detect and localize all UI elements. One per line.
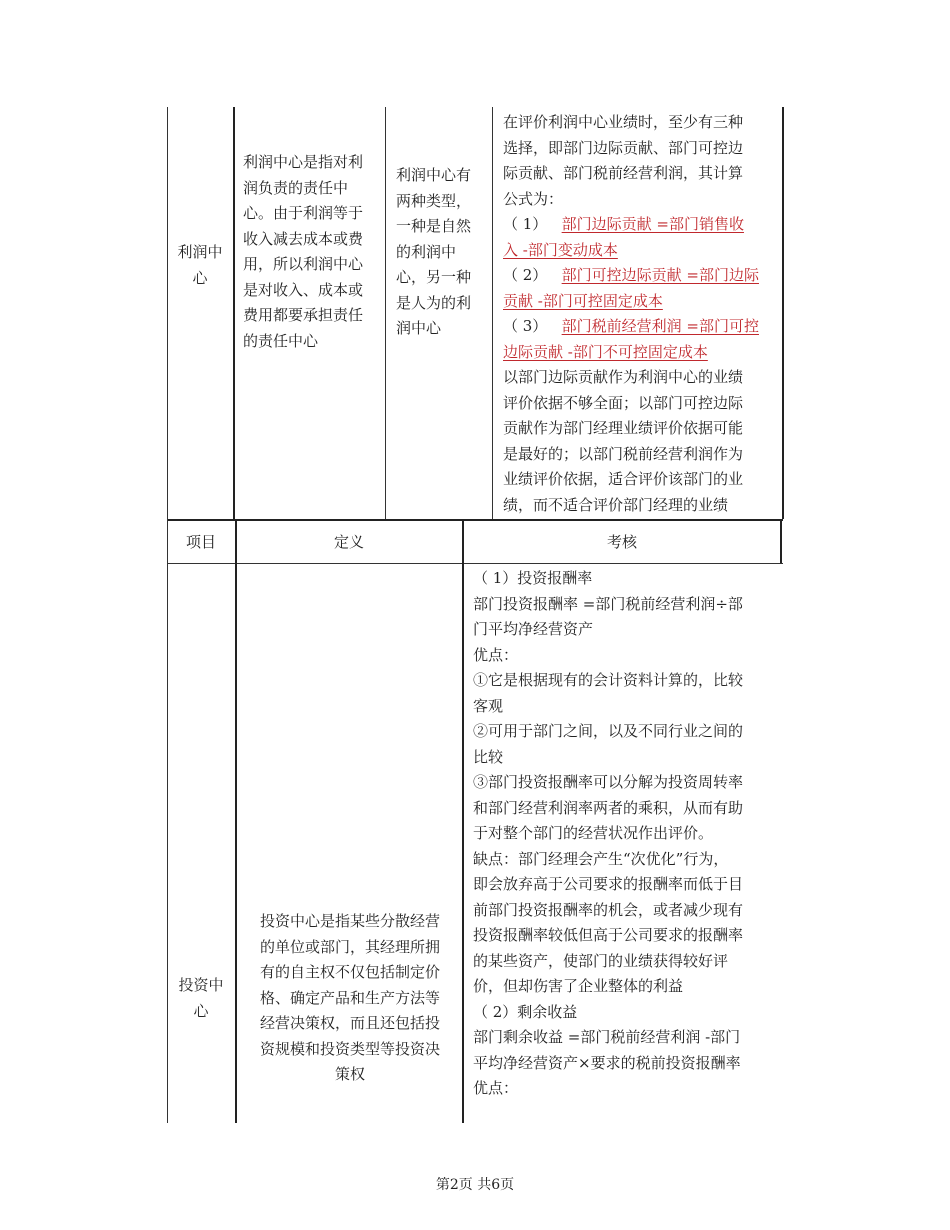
header-evaluation: 考核 bbox=[606, 533, 637, 551]
formula-2: （ 2） 部门可控边际贡献 =部门边际 bbox=[503, 266, 759, 284]
investment-center-evaluation: （ 1）投资报酬率 部门投资报酬率 =部门税前经营利润÷部 门平均净经营资产 优点： ①它是根据现有的会计资料计算的，比较 客观 ②可用于部门之间，以及不同行业之间的 比较 ③部门投资报酬率可以分解为投资周转率 和部门经营利润率两者的乘积，从而有助 于对整个部门的经营状况作出评价。 缺点：部门经理会产生“次优化”行为， 即会放弃高于公司要求的报酬率而低于目 前部门投资报酬率的机会，或者减少现有 投资报酬率较低但高于公司要求的报酬率 的某些资产，使部门的业绩获得较好评 价，但却伤害了企业整体的利益 （ 2）剩余收益 部门剩余收益 =部门税前经营利润 -部门 平均净经营资产×要求的税前投资报酬率 优点： bbox=[473, 569, 744, 1097]
profit-center-definition: 利润中心是指对利 润负责的责任中 心。由于利润等于 收入减去成本或费 用，所以利润中心 是对收入、成本或 费用都要承担责任 的责任中心 bbox=[243, 153, 364, 350]
table-border bbox=[167, 563, 783, 564]
table-border bbox=[233, 107, 235, 519]
profit-center-item: 利润中 心 bbox=[177, 243, 223, 287]
table-border bbox=[385, 107, 386, 519]
table-border bbox=[462, 519, 464, 1123]
table-border bbox=[167, 107, 168, 519]
header-item: 项目 bbox=[185, 533, 216, 551]
formula-1: （ 1） 部门边际贡献 =部门销售收 bbox=[503, 215, 744, 233]
header-definition: 定义 bbox=[333, 533, 364, 551]
table-border bbox=[167, 519, 168, 1123]
page-footer: 第2页 共6页 bbox=[435, 1177, 515, 1193]
table-border bbox=[167, 519, 783, 521]
profit-center-evaluation: 在评价利润中心业绩时，至少有三种 选择，即部门边际贡献、部门可控边 际贡献、部门税前经营利润，其计算 公式为： （ 1） 部门边际贡献 =部门销售收 入 -部门变动成本 （ 2） 部门可控边际贡献 =部门边际 贡献 -部门可控固定成本 （ 3） 部门税前经营利润 =部门可控 边际贡献 -部门不可控固定成本 以部门边际贡献作为利润中心的业绩 评价依据不够全面；以部门可控边际 贡献作为部门经理业绩评价依据可能 是最好的；以部门税前经营利润作为 业绩评价依据，适合评价该部门的业 绩，而不适合评价部门经理的业绩 bbox=[503, 110, 781, 518]
investment-center-definition: 投资中心是指某些分散经营 的单位或部门，其经理所拥 有的自主权不仅包括制定价 格、确定产品和生产方法等 经营决策权，而且还包括投 资规模和投资类型等投资决 策权 bbox=[259, 912, 440, 1083]
table-border bbox=[780, 519, 782, 563]
profit-center-types: 利润中心有 两种类型， 一种是自然 的利润中 心，另一种 是人为的利 润中心 bbox=[396, 166, 472, 337]
investment-center-item: 投资中 心 bbox=[178, 976, 224, 1020]
table-border bbox=[492, 107, 493, 519]
table-border bbox=[235, 519, 237, 1123]
formula-3: （ 3） 部门税前经营利润 =部门可控 bbox=[503, 317, 759, 335]
table-border bbox=[782, 107, 784, 519]
